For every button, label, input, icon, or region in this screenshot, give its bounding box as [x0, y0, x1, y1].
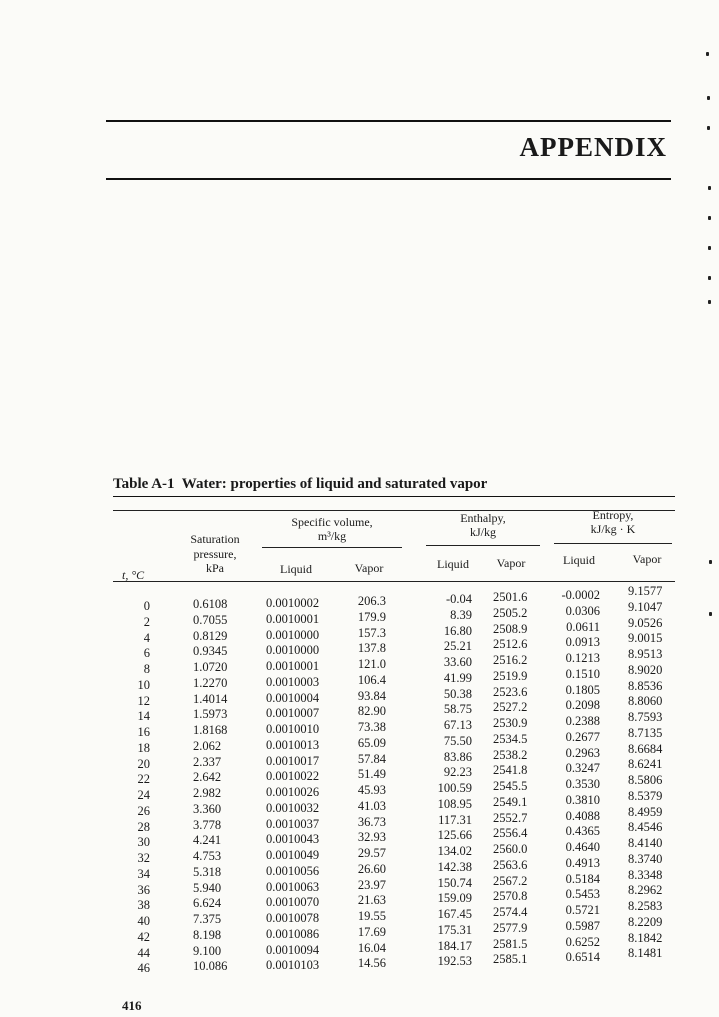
table-cell: 0.0611: [566, 619, 600, 634]
table-cell: 36.73: [357, 814, 386, 829]
table-cell: 82.90: [357, 704, 386, 719]
table-cell: 8.4140: [628, 836, 663, 850]
table-cell: 0: [143, 599, 150, 613]
table-cell: 2574.4: [493, 905, 528, 919]
table-cell: 0.0010070: [266, 895, 320, 910]
table-cell: 50.38: [443, 686, 472, 701]
table-cell: 2501.6: [493, 590, 528, 604]
table-cell: 100.59: [437, 781, 472, 795]
column-h-vapor: [493, 590, 541, 968]
table-cell: 0.0010004: [266, 690, 320, 705]
column-v-vapor: [338, 594, 386, 972]
table-cell: 8.2209: [628, 914, 663, 929]
table-cell: 8.3348: [628, 867, 663, 882]
table-cell: 0.0010037: [266, 816, 320, 831]
table-cell: 73.38: [357, 720, 386, 734]
table-cell: 0.0010043: [266, 832, 320, 847]
table-cell: 5.318: [193, 864, 222, 879]
table-header-bottom-rule: [113, 581, 675, 582]
table-cell: 46: [137, 961, 150, 976]
table-cell: 2508.9: [493, 621, 528, 636]
table-cell: 2530.9: [493, 716, 528, 730]
table-cell: 10: [137, 677, 150, 692]
table-cell: 8.8060: [628, 694, 663, 709]
chapter-title: APPENDIX: [519, 132, 667, 162]
table-cell: 26.60: [357, 861, 386, 876]
table-cell: 0.0010026: [266, 785, 320, 799]
table-cell: 44: [137, 945, 150, 960]
header-entropy: Entropy,: [592, 508, 634, 522]
table-cell: 8.7135: [628, 725, 663, 740]
table-cell: 12: [137, 693, 150, 708]
margin-speck: [708, 186, 711, 190]
column-saturation-pressure: [193, 597, 253, 975]
table-cell: 2523.6: [493, 684, 528, 699]
table-cell: 0.0010013: [266, 737, 320, 752]
table-cell: 0.0913: [565, 635, 600, 650]
table-cell: 0.5721: [565, 903, 600, 917]
margin-speck: [706, 52, 709, 56]
table-cell: 29.57: [357, 846, 386, 860]
header-enthalpy-unit: kJ/kg: [469, 525, 496, 539]
table-cell: 21.63: [357, 893, 386, 908]
table-cell: 0.1213: [565, 651, 600, 665]
table-cell: 0.4913: [565, 855, 600, 870]
table-cell: 2549.1: [493, 794, 528, 809]
table-cell: 2581.5: [493, 936, 528, 951]
table-cell: 8.4546: [628, 820, 663, 835]
header-enthalpy: Enthalpy,: [460, 511, 506, 525]
table-cell: 4.241: [193, 833, 222, 848]
header-v-vapor: Vapor: [354, 561, 384, 575]
table-cell: 22: [137, 772, 150, 787]
table-cell: 75.50: [443, 733, 472, 748]
table-cell: 0.2677: [565, 729, 600, 744]
table-cell: 51.49: [357, 767, 386, 782]
table-cell: 2505.2: [493, 605, 528, 620]
table-cell: 38: [137, 898, 150, 913]
table-cell: 8.9513: [628, 647, 663, 661]
table-cell: 0.4640: [565, 840, 600, 854]
table-cell: 0.0010086: [266, 926, 320, 941]
table-cell: 0.0010002: [266, 596, 320, 610]
table-cell: 8.9020: [628, 662, 663, 677]
table-cell: 2.062: [193, 738, 222, 753]
table-cell: 121.0: [357, 657, 386, 671]
table-cell: 137.8: [357, 641, 386, 656]
table-cell: -0.0002: [561, 588, 600, 602]
table-cell: 32.93: [357, 830, 386, 845]
table-cell: 0.0010056: [266, 863, 320, 878]
table-cell: 3.360: [193, 801, 222, 816]
table-cell: 0.2963: [565, 745, 600, 760]
table-cell: 108.95: [437, 796, 472, 811]
table-cell: 83.86: [443, 749, 472, 764]
table-cell: 0.0010063: [266, 879, 320, 894]
table-cell: 0.0010000: [266, 643, 320, 658]
table-cell: 106.4: [357, 672, 386, 687]
table-cell: 184.17: [437, 938, 472, 953]
table-cell: 92.23: [443, 765, 472, 780]
table-cell: 157.3: [357, 625, 386, 640]
table-cell: 0.3810: [565, 792, 600, 807]
table-cell: 8.4959: [628, 804, 663, 819]
table-cell: 1.2270: [193, 675, 228, 690]
margin-speck: [708, 246, 711, 250]
header-v-liquid: Liquid: [280, 562, 312, 576]
margin-speck: [707, 96, 710, 100]
table-cell: 167.45: [437, 907, 472, 921]
table-cell: 93.84: [357, 688, 386, 703]
table-cell: 2577.9: [493, 920, 528, 935]
table-cell: 2570.8: [493, 889, 528, 904]
table-cell: 2567.2: [493, 873, 528, 888]
table-cell: 2538.2: [493, 747, 528, 762]
table-cell: 36: [137, 882, 150, 897]
table-cell: 159.09: [437, 891, 472, 906]
header-h-vapor: Vapor: [496, 556, 526, 570]
header-rule-top: [106, 120, 671, 122]
table-caption-text: Water: properties of liquid and saturated vapor: [181, 476, 488, 492]
enthalpy-rule: [426, 545, 540, 546]
table-cell: 0.3247: [565, 761, 600, 776]
table-cell: -0.04: [445, 592, 472, 606]
table-cell: 142.38: [437, 859, 472, 874]
table-cell: 0.6108: [193, 597, 228, 611]
table-cell: 41.03: [357, 798, 386, 813]
table-cell: 2512.6: [493, 637, 528, 652]
table-cell: 206.3: [357, 594, 386, 608]
header-s-vapor: Vapor: [632, 552, 662, 566]
table-cell: 8.2962: [628, 883, 663, 898]
table-cell: 8.5379: [628, 788, 663, 803]
table-cell: 0.0010017: [266, 753, 320, 768]
table-cell: 7.375: [193, 912, 222, 926]
table-cell: 0.0010022: [266, 769, 320, 784]
table-cell: 0.5987: [565, 918, 600, 933]
table-cell: 2527.2: [493, 700, 528, 715]
table-cell: 0.5453: [565, 887, 600, 902]
table-cell: 8.5806: [628, 773, 663, 787]
table-cell: 34: [137, 866, 150, 881]
table-cell: 2519.9: [493, 668, 528, 683]
table-cell: 42: [137, 929, 150, 944]
table-cell: 0.1805: [565, 682, 600, 697]
entropy-rule: [554, 543, 672, 544]
table-cell: 6: [143, 646, 150, 661]
column-v-liquid: [266, 596, 340, 974]
table-cell: 0.5184: [565, 871, 600, 886]
table-cell: 1.0720: [193, 660, 228, 674]
table-cell: 2556.4: [493, 826, 528, 841]
column-s-liquid: [548, 588, 600, 966]
table-cell: 8: [143, 662, 150, 676]
table-cell: 41.99: [443, 670, 472, 685]
header-entropy-unit: kJ/kg · K: [590, 522, 636, 536]
table-cell: 179.9: [357, 609, 386, 624]
table-cell: 2.642: [193, 770, 222, 785]
table-cell: 0.0010032: [266, 800, 320, 815]
table-cell: 0.0010010: [266, 722, 320, 736]
table-cell: 0.0010001: [266, 611, 320, 626]
table-cell: 0.0010007: [266, 706, 320, 721]
margin-speck: [707, 126, 710, 130]
table-cell: 0.0010003: [266, 674, 320, 689]
table-cell: 14: [137, 709, 150, 724]
margin-speck: [709, 560, 712, 564]
table-cell: 0.0306: [565, 603, 600, 618]
table-cell: 2585.1: [493, 952, 528, 967]
table-cell: 58.75: [443, 702, 472, 717]
page-number: 416: [122, 998, 142, 1013]
table-cell: 2552.7: [493, 810, 528, 825]
table-cell: 0.0010000: [266, 627, 320, 642]
table-cell: 32: [137, 851, 150, 865]
table-cell: 1.8168: [193, 723, 228, 737]
table-cell: 2.337: [193, 754, 222, 769]
table-cell: 0.9345: [193, 644, 228, 659]
table-cell: 125.66: [437, 828, 472, 843]
table-cell: 0.3530: [565, 777, 600, 791]
header-specific-volume-unit: m³/kg: [317, 529, 347, 543]
table-cell: 8.3740: [628, 851, 663, 866]
table-cell: 40: [137, 914, 150, 928]
table-cell: 45.93: [357, 783, 386, 797]
table-cell: 9.0526: [628, 615, 663, 630]
table-cell: 0.4088: [565, 808, 600, 823]
margin-speck: [708, 216, 711, 220]
table-cell: 8.2583: [628, 899, 663, 913]
table-cell: 57.84: [357, 751, 386, 766]
table-cell: 0.0010001: [266, 659, 320, 673]
table-cell: 0.1510: [565, 666, 600, 681]
table-cell: 16.04: [357, 940, 386, 955]
margin-speck: [708, 276, 711, 280]
column-temperature: [118, 599, 150, 977]
table-caption: [113, 476, 487, 493]
table-cell: 16.80: [443, 623, 472, 638]
table-cell: 14.56: [357, 956, 386, 971]
table-cell: 9.0015: [628, 631, 663, 646]
table-cell: 1.4014: [193, 691, 228, 706]
table-cell: 16: [137, 725, 150, 739]
table-cell: 25.21: [443, 639, 472, 654]
table-cell: 28: [137, 819, 150, 834]
table-cell: 1.5973: [193, 707, 228, 722]
table-cell: 2541.8: [493, 763, 528, 778]
table-top-rule: [113, 496, 675, 497]
table-cell: 0.2388: [565, 714, 600, 728]
table-cell: 8.6241: [628, 757, 663, 772]
table-cell: 17.69: [357, 924, 386, 939]
table-cell: 23.97: [357, 877, 386, 892]
table-cell: 20: [137, 756, 150, 771]
table-cell: 2545.5: [493, 779, 528, 793]
table-cell: 19.55: [357, 909, 386, 923]
header-rule-bottom: [106, 178, 671, 180]
header-temperature: t, °C: [122, 568, 145, 582]
table-cell: 6.624: [193, 896, 222, 911]
table-cell: 3.778: [193, 817, 222, 832]
table-cell: 0.6514: [565, 950, 600, 965]
table-cell: 8.8536: [628, 678, 663, 693]
table-cell: 67.13: [443, 718, 472, 732]
table-cell: 2516.2: [493, 653, 528, 667]
table-cell: 175.31: [437, 922, 472, 937]
table-caption-label: Table A-1: [113, 476, 175, 492]
table-cell: 9.100: [193, 943, 222, 958]
table-cell: 8.7593: [628, 710, 663, 724]
table-cell: 134.02: [437, 844, 472, 858]
table-cell: 117.31: [438, 812, 472, 827]
table-cell: 0.0010049: [266, 848, 320, 862]
column-s-vapor: [628, 584, 676, 962]
header-saturation-unit: kPa: [206, 561, 224, 575]
table-cell: 10.086: [193, 959, 228, 974]
table-cell: 8.1481: [628, 946, 663, 961]
margin-speck: [709, 612, 712, 616]
table-cell: 4: [143, 630, 150, 645]
margin-speck: [708, 300, 711, 304]
table-cell: 8.198: [193, 927, 222, 942]
table-cell: 8.6684: [628, 741, 663, 756]
table-cell: 24: [137, 788, 150, 802]
table-cell: 9.1577: [628, 584, 663, 598]
table-cell: 0.6252: [565, 934, 600, 949]
table-cell: 2534.5: [493, 731, 528, 746]
header-saturation-line2: pressure,: [193, 547, 237, 561]
table-cell: 2560.0: [493, 842, 528, 856]
table-cell: 30: [137, 835, 150, 850]
table-cell: 0.0010094: [266, 942, 320, 957]
header-saturation-line1: Saturation: [190, 532, 240, 546]
table-cell: 2563.6: [493, 857, 528, 872]
table-cell: 9.1047: [628, 599, 663, 614]
table-cell: 8.1842: [628, 930, 663, 945]
specific-volume-rule: [262, 547, 402, 548]
table-cell: 192.53: [437, 954, 472, 969]
header-h-liquid: Liquid: [437, 557, 469, 571]
table-cell: 5.940: [193, 880, 222, 895]
column-h-liquid: [424, 592, 472, 970]
table-cell: 150.74: [437, 875, 472, 890]
header-specific-volume: Specific volume,: [291, 515, 373, 529]
table-cell: 4.753: [193, 849, 222, 863]
table-cell: 0.0010078: [266, 911, 320, 925]
table-cell: 0.0010103: [266, 958, 320, 973]
table-cell: 8.39: [450, 607, 472, 622]
table-cell: 0.7055: [193, 612, 228, 627]
header-s-liquid: Liquid: [563, 553, 595, 567]
table-cell: 26: [137, 803, 150, 818]
table-cell: 2.982: [193, 786, 222, 800]
table-cell: 18: [137, 740, 150, 755]
table-cell: 0.8129: [193, 628, 228, 643]
table-cell: 33.60: [443, 655, 472, 669]
table-cell: 65.09: [357, 735, 386, 750]
table-cell: 0.2098: [565, 698, 600, 713]
table-cell: 2: [143, 614, 150, 629]
table-cell: 0.4365: [565, 824, 600, 839]
